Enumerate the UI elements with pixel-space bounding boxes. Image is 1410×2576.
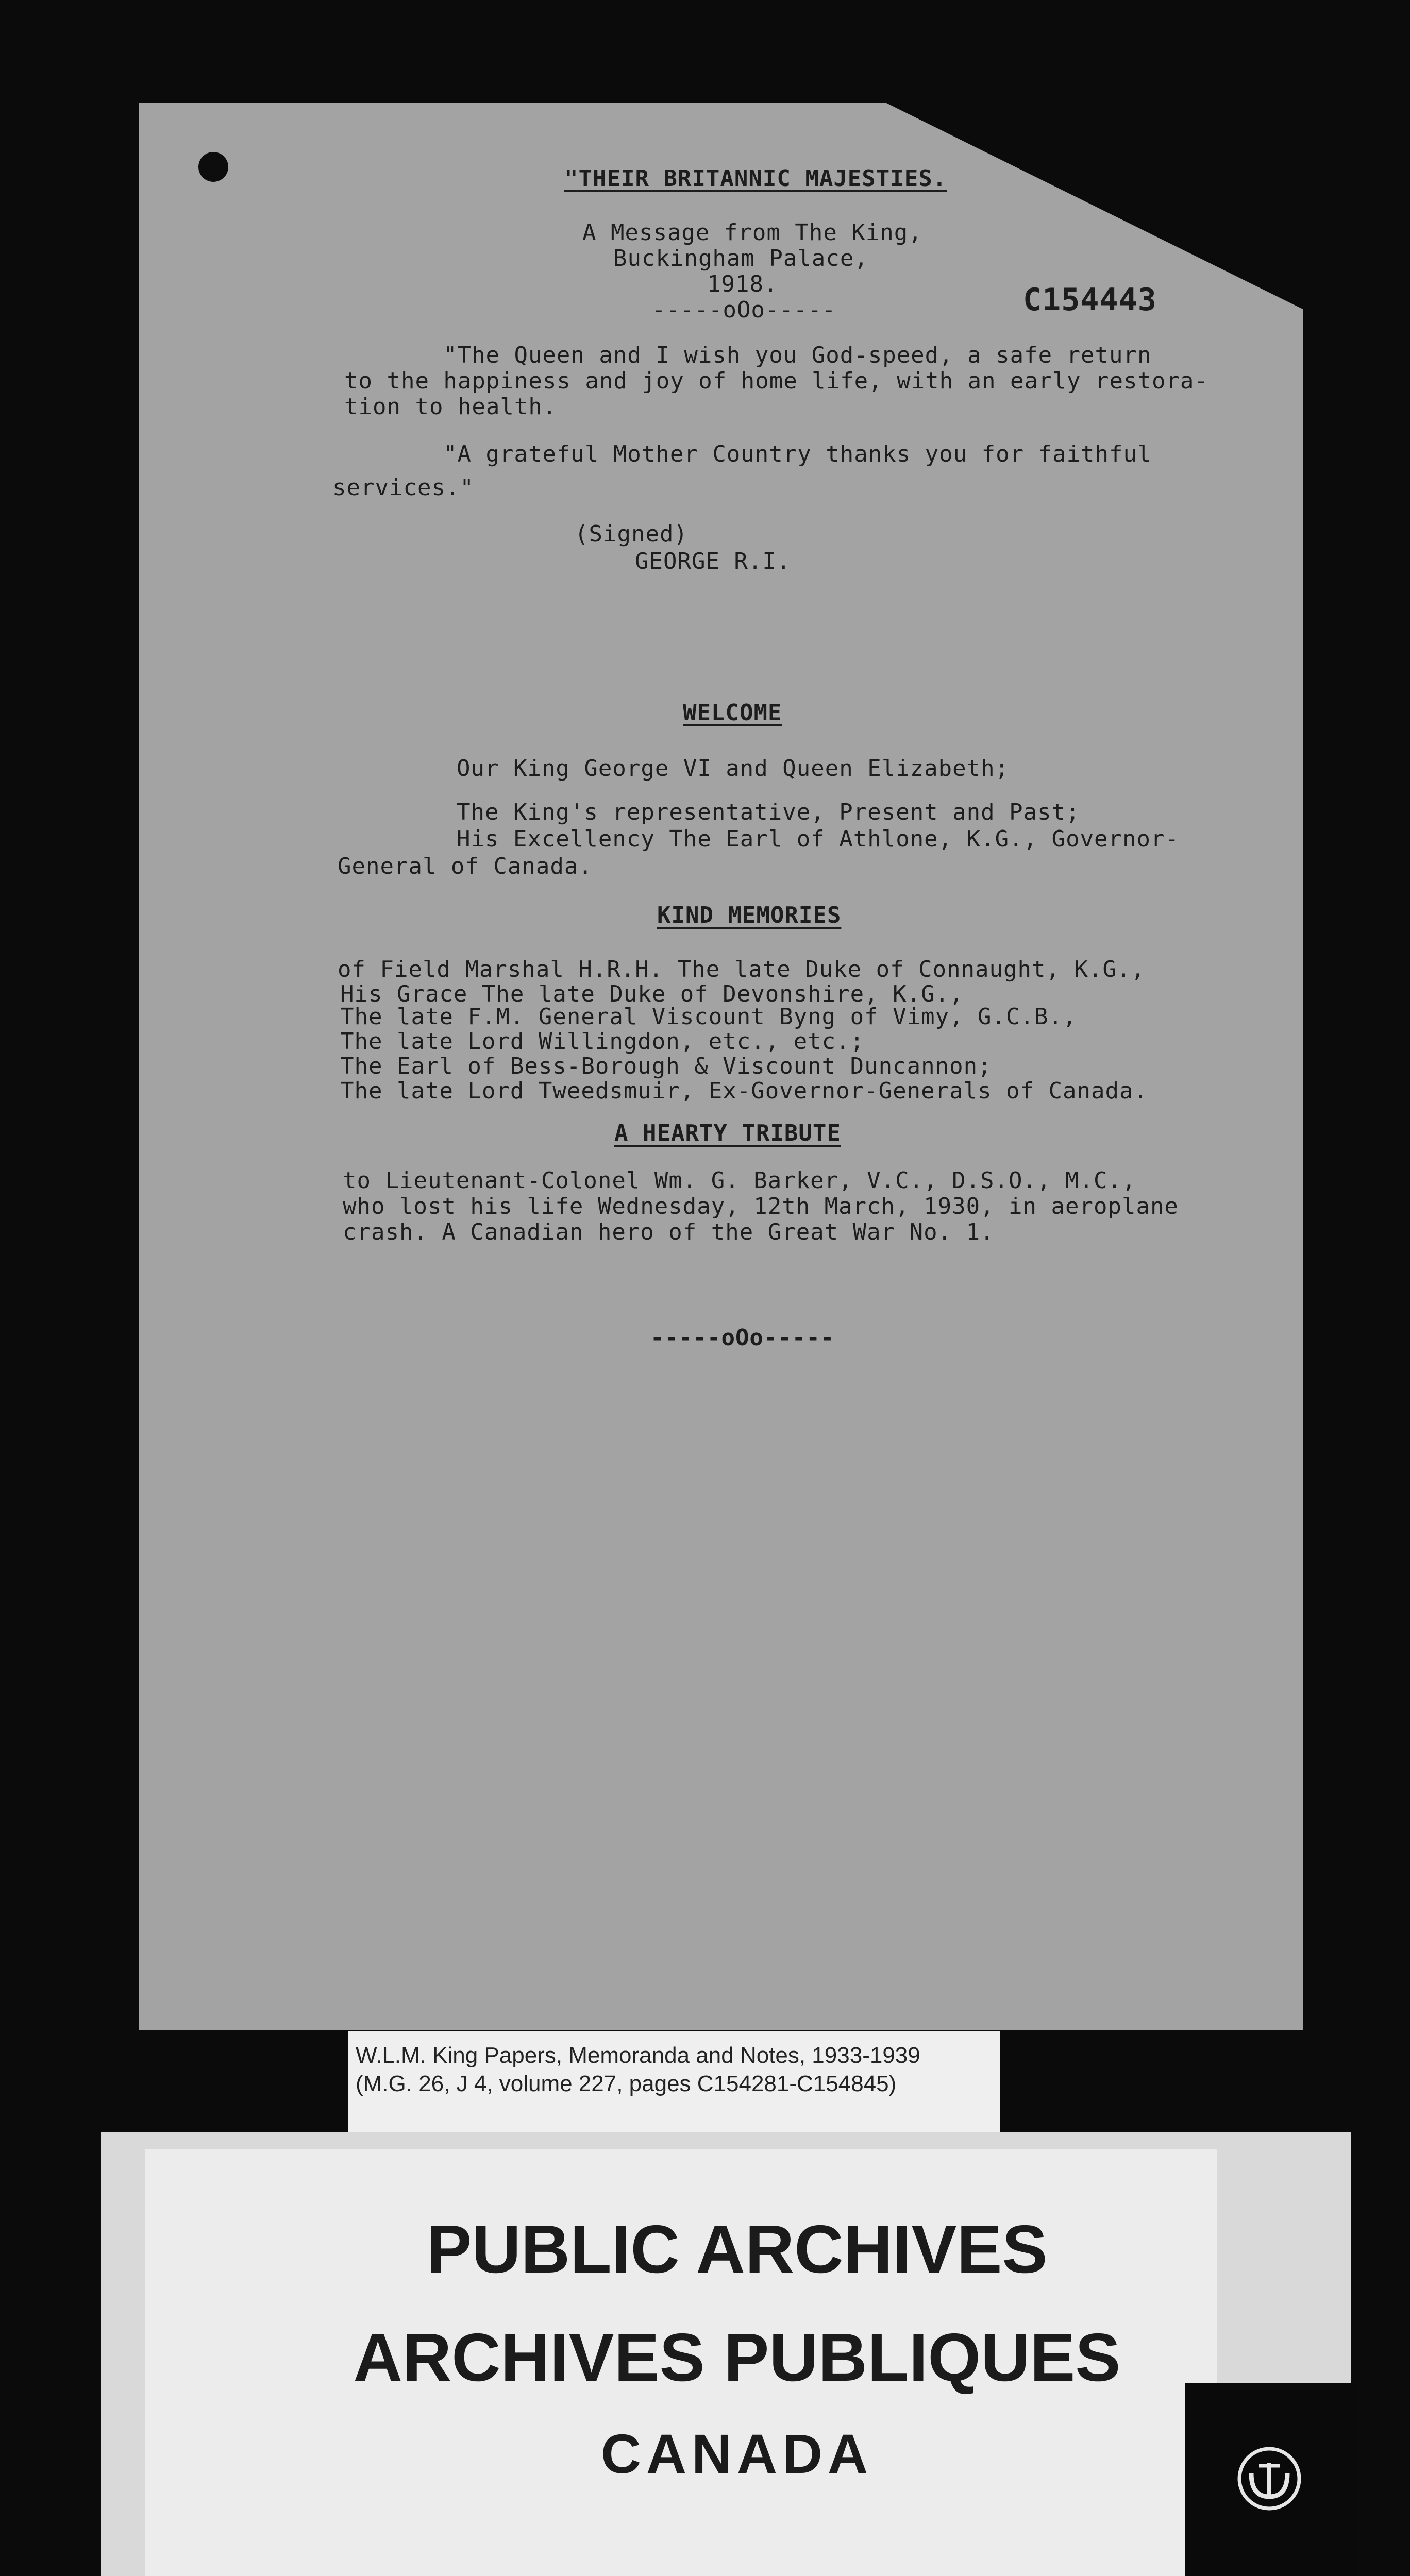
letter-heading: "THEIR BRITANNIC MAJESTIES. xyxy=(564,165,947,192)
memories-line-3: The late F.M. General Viscount Byng of Vimy, G.C.B., xyxy=(340,1004,1077,1030)
signature: GEORGE R.I. xyxy=(635,548,791,574)
archive-card-line-3: CANADA xyxy=(601,2422,873,2485)
signed-label: (Signed) xyxy=(575,521,688,547)
intro-rule: -----oOo----- xyxy=(652,297,836,323)
paragraph1-line-2: to the happiness and joy of home life, with an early restora- xyxy=(344,368,1208,394)
paragraph2-line-1: "A grateful Mother Country thanks you for faithful xyxy=(443,441,1152,467)
memories-line-5: The Earl of Bess-Borough & Viscount Duncannon; xyxy=(340,1053,992,1079)
tribute-line-1: to Lieutenant-Colonel Wm. G. Barker, V.C., D.S.O., M.C., xyxy=(343,1167,1136,1194)
tribute-line-3: crash. A Canadian hero of the Great War No. 1. xyxy=(343,1219,995,1245)
intro-line-1: A Message from The King, xyxy=(582,219,922,246)
reference-slip-line-1: W.L.M. King Papers, Memoranda and Notes, 1933-1939 xyxy=(356,2043,920,2068)
tribute-heading: A HEARTY TRIBUTE xyxy=(614,1120,841,1146)
reference-number-stamp: C154443 xyxy=(1023,282,1157,318)
reference-slip-line-2: (M.G. 26, J 4, volume 227, pages C154281-C154845) xyxy=(356,2071,897,2096)
paragraph1-line-1: "The Queen and I wish you God-speed, a safe return xyxy=(443,342,1152,368)
intro-line-2: Buckingham Palace, xyxy=(613,245,868,272)
representative-line-3: General of Canada. xyxy=(338,853,593,879)
representative-line-1: The King's representative, Present and Past; xyxy=(457,799,1080,825)
representative-line-2: His Excellency The Earl of Athlone, K.G., Governor- xyxy=(457,826,1180,852)
memories-line-4: The late Lord Willingdon, etc., etc.; xyxy=(340,1028,865,1055)
paragraph2-line-2: services." xyxy=(332,474,474,501)
tribute-line-2: who lost his life Wednesday, 12th March, 1930, in aeroplane xyxy=(343,1193,1179,1219)
archive-card-line-1: PUBLIC ARCHIVES xyxy=(426,2211,1048,2287)
welcome-line: Our King George VI and Queen Elizabeth; xyxy=(457,755,1010,782)
welcome-heading: WELCOME xyxy=(683,700,782,726)
memories-line-6: The late Lord Tweedsmuir, Ex-Governor-Generals of Canada. xyxy=(340,1078,1148,1104)
paragraph1-line-3: tion to health. xyxy=(344,394,557,420)
memories-line-1: of Field Marshal H.R.H. The late Duke of Connaught, K.G., xyxy=(338,956,1145,982)
closing-rule: -----oOo----- xyxy=(650,1325,835,1351)
slip-shadow xyxy=(1000,2031,1110,2143)
intro-line-3: 1918. xyxy=(707,271,778,297)
memories-line-2: His Grace The late Duke of Devonshire, K.G., xyxy=(340,981,964,1007)
punch-hole-icon xyxy=(198,152,228,182)
archive-card-line-2: ARCHIVES PUBLIQUES xyxy=(353,2319,1121,2395)
archives-logo-icon xyxy=(1236,2445,1303,2512)
memories-heading: KIND MEMORIES xyxy=(657,902,842,928)
